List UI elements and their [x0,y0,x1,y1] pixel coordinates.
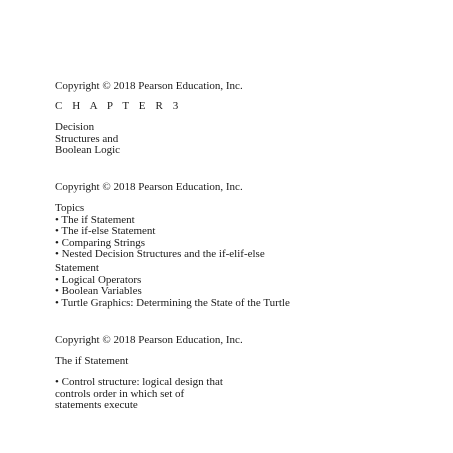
topic-item: • Nested Decision Structures and the if-elif-else [55,248,265,261]
statement-list [55,263,443,309]
chapter-title [55,122,443,157]
slide-title-text: The if Statement [55,355,129,367]
copyright-notice [55,182,443,194]
topics-list [55,203,443,261]
copyright-notice [55,335,443,347]
slide-body [55,377,443,412]
copyright-text: Copyright © 2018 Pearson Education, Inc. [55,181,243,193]
chapter-label [55,101,443,113]
slide-title [55,356,443,368]
statement-item: • Boolean Variables [55,285,142,298]
chapter-title-line: Boolean Logic [55,144,121,157]
copyright-notice [55,81,443,93]
statement-heading: Statement [55,262,99,274]
topic-item: • Comparing Strings [55,236,146,249]
topic-item: • The if Statement [55,213,135,226]
chapter-number: C H A P T E R 3 [55,100,182,112]
body-line: statements execute [55,399,138,412]
topic-item: • The if-else Statement [55,225,156,238]
chapter-title-line: Decision [55,121,95,133]
body-line: • Control structure: logical design that [55,376,223,388]
copyright-text: Copyright © 2018 Pearson Education, Inc. [55,334,243,346]
body-line: controls order in which set of [55,387,185,400]
copyright-text: Copyright © 2018 Pearson Education, Inc. [55,80,243,92]
statement-item: • Turtle Graphics: Determining the State of the Turtle [55,296,290,309]
statement-item: • Logical Operators [55,273,142,286]
topics-heading: Topics [55,202,85,214]
chapter-title-line: Structures and [55,132,119,145]
